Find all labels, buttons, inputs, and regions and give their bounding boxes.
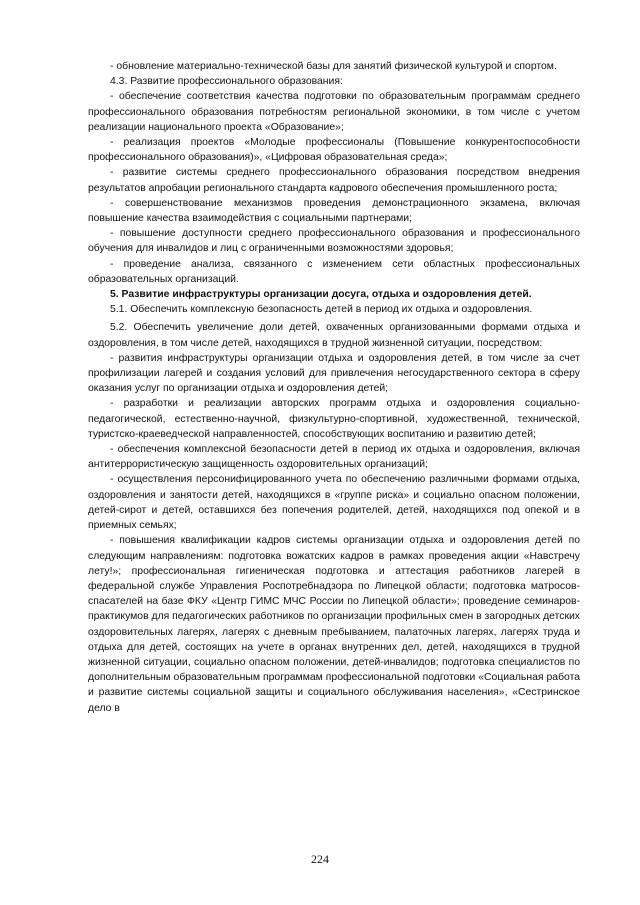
paragraph-infrastructure: - развития инфраструктуры организации отдыха и оздоровления детей, в том числе за счет профилизации лагерей и создания условий для привлечения негосударственного сектора в сферу оказания услуг по организации отдыха и оздоровления детей; — [88, 352, 580, 395]
paragraph-accessibility: - повышение доступности среднего профессионального образования и профессионального обучения для инвалидов и лиц с ограниченными возможностями здоровья; — [88, 228, 580, 255]
section-5-heading: 5. Развитие инфраструктуры организации досуга, отдыха и оздоровления детей. — [110, 289, 532, 301]
paragraph-personal-accounting: - осуществления персонифицированного учета по обеспечению различными формами отдыха, оздоровления и занятости детей, находящихся в «группе риска» и социально опасном положении, детей-сирот и детей, оставшихся без попечения родителей, детей, находящихся под опекой и в приемных семьях; — [88, 474, 580, 532]
paragraph-quality-training: - обеспечение соответствия качества подготовки по образовательным программам среднего профессионального образования потребностям региональной экономики, в том числе с учетом реализации национального проекта «Образование»; — [88, 91, 580, 133]
paragraph-qualification: - повышения квалификации кадров системы организации отдыха и оздоровления детей по следующим направлениям: подготовка вожатских кадров в рамках проведения акции «Навстречу лету!»; профессиональная гигиеническая подготовка и аттестация работников лагерей в федеральной службе Управления Роспотребнадзора по Липецкой области; подготовка матросов-спасателей на базе ФКУ «Центр ГИМС МЧС России по Липецкой области»; проведение семинаров-практикумов для педагогических работников по организации профильных смен в загородных детских оздоровительных лагерях, лагерях с дневным пребыванием, палаточных лагерях, лагерях труда и отдыха для детей, состоящих на учете в органах внутренних дел, детей, находящихся в трудной жизненной ситуации, социально опасном положении, детей-инвалидов; подготовка специалистов по дополнительным образовательным программам профессиональной подготовки «Социальная работа и развитие системы социальной защиты и социального обслуживания населения», «Сестринское дело в — [88, 535, 580, 714]
paragraph-projects: - реализация проектов «Молодые профессионалы (Повышение конкурентоспособности профессионального образования)», «Цифровая образовательная среда»; — [88, 137, 580, 164]
paragraph-regional-standard: - развитие системы среднего профессионального образования посредством внедрения результатов апробации регионального стандарта кадрового обеспечения промышленного роста; — [88, 167, 580, 194]
section-4-3-title: 4.3. Развитие профессионального образования: — [110, 76, 343, 88]
page-body — [88, 59, 580, 716]
paragraph-sport-base: - обновление материально-технической базы для занятий физической культурой и спортом. — [110, 61, 557, 72]
paragraph-demo-exam: - совершенствование механизмов проведения демонстрационного экзамена, включая повышение качества взаимодействия с социальными партнерами; — [88, 197, 580, 225]
page-number: 224 — [311, 852, 329, 866]
section-5-2: 5.2. Обеспечить увеличение доли детей, охваченных организованными формами отдыха и оздоровления, в том числе детей, находящихся в трудной жизненной ситуации, посредством: — [88, 322, 580, 349]
paragraph-author-programs: - разработки и реализации авторских программ отдыха и оздоровления социально-педагогической, естественно-научной, физкультурно-спортивной, художественной, технической, туристско-краеведческой направленностей, способствующих воспитанию и развитию детей; — [88, 398, 580, 440]
paragraph-safety: - обеспечения комплексной безопасности детей в период их отдыха и оздоровления, включая антитеррористическую защищенность оздоровительных организаций; — [88, 444, 580, 471]
paragraph-network-analysis: - проведение анализа, связанного с изменением сети областных профессиональных образовательных организаций. — [88, 258, 580, 285]
section-5-1: 5.1. Обеспечить комплексную безопасность детей в период их отдыха и оздоровления. — [110, 304, 533, 316]
